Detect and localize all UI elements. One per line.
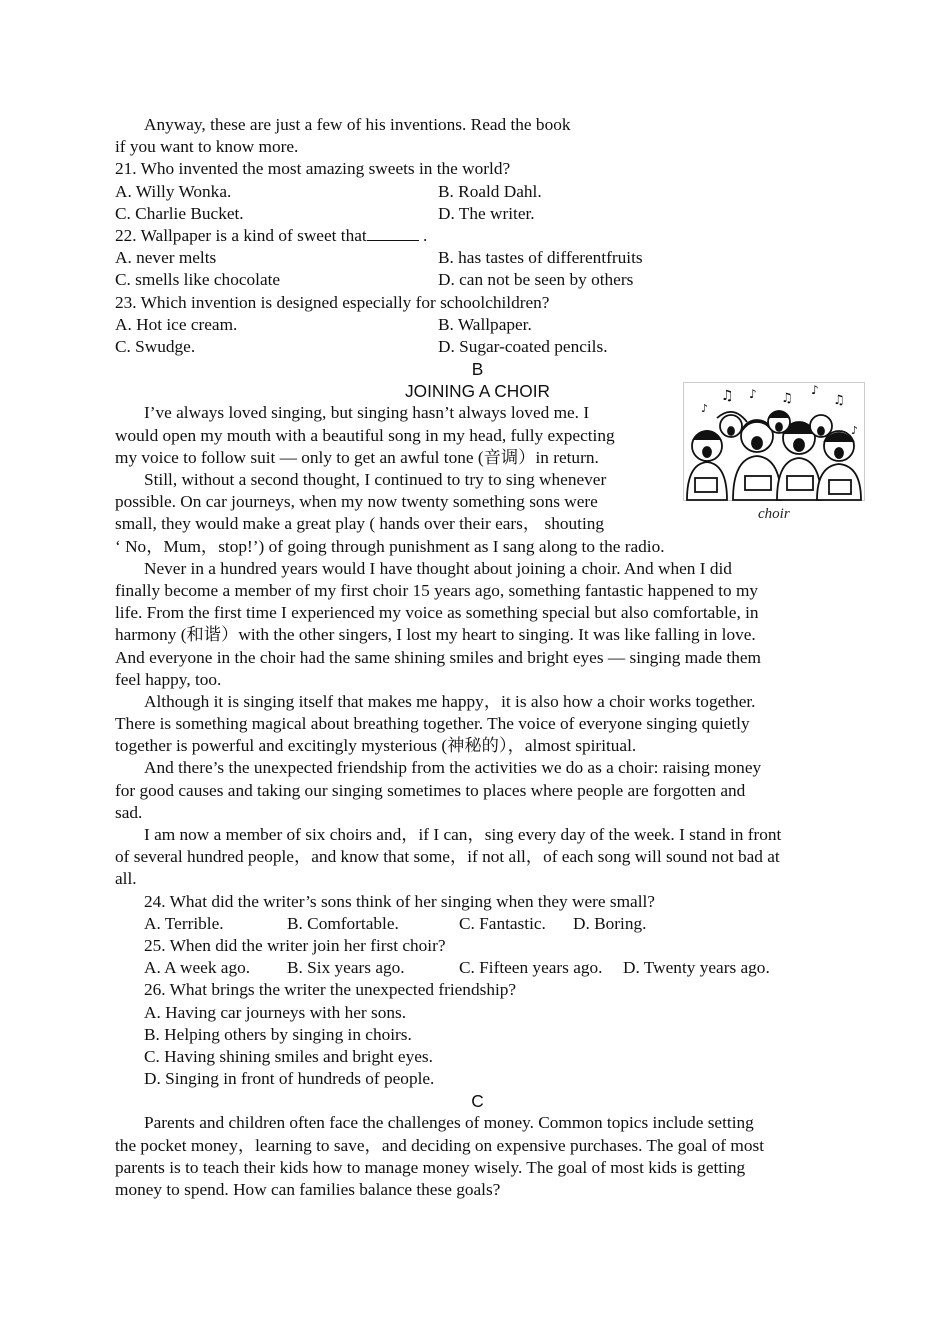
section-c-label: C: [471, 1091, 484, 1112]
option-a[interactable]: A. A week ago.: [144, 958, 251, 978]
option-c[interactable]: C. smells like chocolate: [115, 270, 281, 290]
paragraph-5: And there’s the unexpected friendship from the activities we do as a choir: raising money for good causes and taking our singing sometimes to places where people are forgotten and sad.: [115, 758, 762, 822]
option-d[interactable]: D. Sugar-coated pencils.: [438, 336, 608, 356]
question-24-options-row: [115, 913, 840, 935]
option-a[interactable]: A. never melts: [115, 248, 217, 268]
svg-text:♫: ♫: [781, 391, 793, 406]
question-22-options-row: [115, 269, 840, 291]
question-21-stem: 21. Who invented the most amazing sweets in the world?: [115, 159, 511, 179]
question-25-stem: 25. When did the writer join her first choir?: [144, 935, 446, 955]
question-23-stem: 23. Which invention is designed especially for schoolchildren?: [115, 292, 550, 312]
figure-caption: choir: [758, 506, 790, 522]
passage-title: JOINING A CHOIR: [405, 381, 550, 402]
intro-line: Anyway, these are just a few of his inventions. Read the book: [144, 115, 571, 134]
question-24-stem: 24. What did the writer’s sons think of her singing when they were small?: [144, 891, 655, 911]
question-22-options-row: [115, 247, 840, 269]
stem-text: 22. Wallpaper is a kind of sweet that: [115, 225, 367, 245]
question-22-stem: [115, 225, 840, 247]
option-c[interactable]: C. Fantastic.: [459, 913, 546, 933]
svg-text:♪: ♪: [701, 402, 709, 415]
svg-text:♪: ♪: [851, 424, 859, 437]
option-b[interactable]: B. Roald Dahl.: [438, 181, 542, 201]
question-23-options-row: [115, 336, 840, 358]
section-b-label: B: [471, 359, 484, 380]
paragraph-3: Never in a hundred years would I have thought about joining a choir. And when I did finally become a member of my first choir 15 years ago, something fantastic happened to my life. From the first time I experienced my voice as something special but also comfortable, in harmony (和谐）with the other singers, I lost my heart to singing. It was like falling in love. And everyone in the choir had the same shining smiles and bright eyes — singing made them feel happy, too.: [115, 558, 761, 689]
option-d[interactable]: D. Boring.: [573, 913, 647, 933]
question-26-stem: 26. What brings the writer the unexpected friendship?: [144, 980, 517, 1000]
option-b[interactable]: B. Comfortable.: [287, 913, 399, 933]
option-b[interactable]: B. has tastes of differentfruits: [438, 248, 643, 268]
option-a[interactable]: A. Terrible.: [144, 913, 224, 933]
option-b[interactable]: B. Helping others by singing in choirs.: [144, 1024, 412, 1044]
option-c[interactable]: C. Charlie Bucket.: [115, 203, 244, 223]
option-d[interactable]: D. Twenty years ago.: [623, 958, 770, 978]
question-25-options-row: [115, 957, 840, 979]
paragraph-c-1: Parents and children often face the challenges of money. Common topics include setting the pocket money，learning to save，and deciding on expensive purchases. The goal of most parents is to teach their kids how to manage money wisely. The goal of most kids is getting money to spend. How can families balance these goals?: [115, 1113, 764, 1199]
svg-text:♪: ♪: [749, 387, 757, 401]
choir-illustration: [683, 382, 865, 524]
svg-text:♪: ♪: [811, 383, 819, 397]
intro-line: if you want to know more.: [115, 137, 299, 157]
question-21-options-row: [115, 181, 840, 203]
option-c[interactable]: C. Having shining smiles and bright eyes.: [144, 1046, 433, 1066]
option-d[interactable]: D. can not be seen by others: [438, 270, 634, 290]
option-d[interactable]: D. The writer.: [438, 203, 535, 223]
svg-text:♫: ♫: [721, 388, 734, 404]
document-page: [115, 114, 840, 1201]
option-a[interactable]: A. Hot ice cream.: [115, 314, 238, 334]
question-23-options-row: [115, 314, 840, 336]
question-21-options-row: [115, 203, 840, 225]
stem-text-end: .: [418, 225, 428, 245]
paragraph-1: I’ve always loved singing, but singing hasn’t always loved me. I would open my mouth with a beautiful song in my head, fully expecting my voice to follow suit — only to get an awful tone (音调）in return.: [115, 403, 615, 467]
option-b[interactable]: B. Wallpaper.: [438, 314, 532, 334]
option-a[interactable]: A. Having car journeys with her sons.: [144, 1002, 407, 1022]
paragraph-4: Although it is singing itself that makes me happy，it is also how a choir works together. There is something magical about breathing together. The voice of everyone singing quietly together is powerful and excitingly mysterious (神秘的），almost spiritual.: [115, 691, 756, 756]
option-c[interactable]: C. Fifteen years ago.: [459, 958, 603, 978]
answer-blank[interactable]: [367, 225, 419, 241]
paragraph-6: I am now a member of six choirs and，if I can，sing every day of the week. I stand in front of several hundred people，and know that some，if not all，of each song will sound not bad at all.: [115, 825, 782, 889]
option-a[interactable]: A. Willy Wonka.: [115, 181, 232, 201]
option-d[interactable]: D. Singing in front of hundreds of people.: [144, 1069, 435, 1089]
option-c[interactable]: C. Swudge.: [115, 336, 196, 356]
paragraph-2: Still, without a second thought, I continued to try to sing whenever possible. On car journeys, when my now twenty something sons were small, they would make a great play ( hands over their ears， shouting ‘ No，Mum，stop!’) of going through punishment as I sang along to the radio.: [115, 470, 665, 556]
svg-text:♫: ♫: [833, 393, 845, 408]
option-b[interactable]: B. Six years ago.: [287, 958, 405, 978]
